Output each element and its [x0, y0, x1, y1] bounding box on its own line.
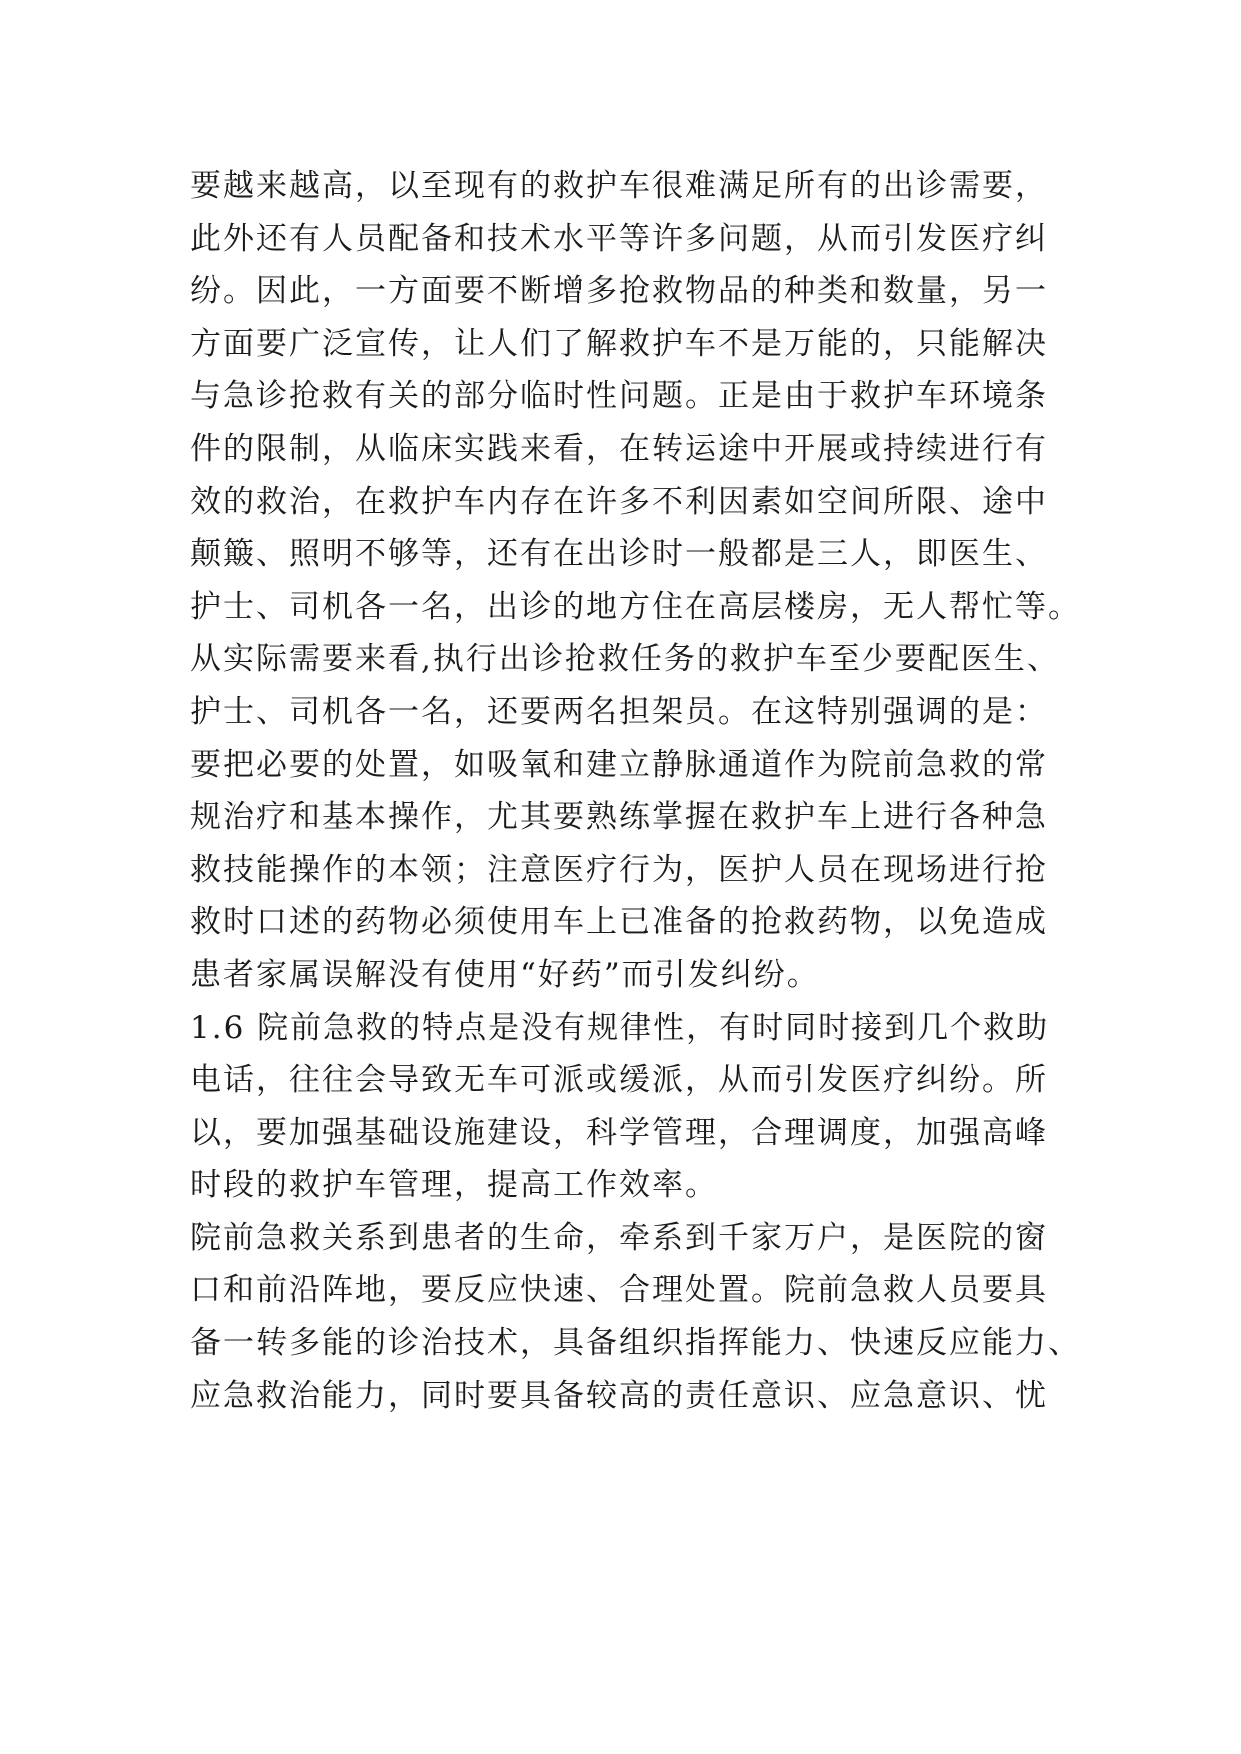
- text-line: 备一转多能的诊治技术，具备组织指挥能力、快速反应能力、: [190, 1325, 1081, 1362]
- text-line: 与急诊抢救有关的部分临时性问题。正是由于救护车环境条: [190, 378, 1048, 415]
- text-line: 从实际需要来看,执行出诊抢救任务的救护车至少要配医生、: [190, 641, 1060, 678]
- text-line: 时段的救护车管理，提高工作效率。: [190, 1167, 718, 1204]
- text-line: 纷。因此，一方面要不断增多抢救物品的种类和数量，另一: [190, 273, 1048, 310]
- text-line: 救时口述的药物必须使用车上已准备的抢救药物，以免造成: [190, 904, 1048, 941]
- text-line: 患者家属误解没有使用“好药”而引发纠纷。: [190, 956, 820, 993]
- text-line: 此外还有人员配备和技术水平等许多问题，从而引发医疗纠: [190, 220, 1048, 257]
- text-line: 应急救治能力，同时要具备较高的责任意识、应急意识、忧: [190, 1377, 1048, 1414]
- text-line: 方面要广泛宣传，让人们了解救护车不是万能的，只能解决: [190, 325, 1048, 362]
- text-line: 要越来越高，以至现有的救护车很难满足所有的出诊需要，: [190, 168, 1048, 204]
- text-line: 规治疗和基本操作，尤其要熟练掌握在救护车上进行各种急: [190, 799, 1048, 836]
- text-line: 件的限制，从临床实践来看，在转运途中开展或持续进行有: [190, 430, 1048, 467]
- paragraph-start-line: 院前急救关系到患者的生命，牵系到千家万户，是医院的窗: [190, 1219, 1048, 1256]
- text-line: 以，要加强基础设施建设，科学管理，合理调度，加强高峰: [190, 1114, 1048, 1151]
- section-line: 1.6 院前急救的特点是没有规律性，有时同时接到几个救助: [190, 1009, 1050, 1046]
- text-line: 电话，往往会导致无车可派或缓派，从而引发医疗纠纷。所: [190, 1062, 1048, 1099]
- text-line: 救技能操作的本领；注意医疗行为，医护人员在现场进行抢: [190, 851, 1048, 888]
- body-text: [190, 160, 1081, 1422]
- text-line: 颠簸、照明不够等，还有在出诊时一般都是三人，即医生、: [190, 536, 1048, 573]
- text-line: 口和前沿阵地，要反应快速、合理处置。院前急救人员要具: [190, 1272, 1048, 1309]
- text-line: 护士、司机各一名，还要两名担架员。在这特别强调的是：: [190, 693, 1048, 730]
- text-line: 要把必要的处置，如吸氧和建立静脉通道作为院前急救的常: [190, 746, 1048, 783]
- text-line: 护士、司机各一名，出诊的地方住在高层楼房，无人帮忙等。: [190, 588, 1081, 625]
- text-line: 效的救治，在救护车内存在许多不利因素如空间所限、途中: [190, 483, 1048, 520]
